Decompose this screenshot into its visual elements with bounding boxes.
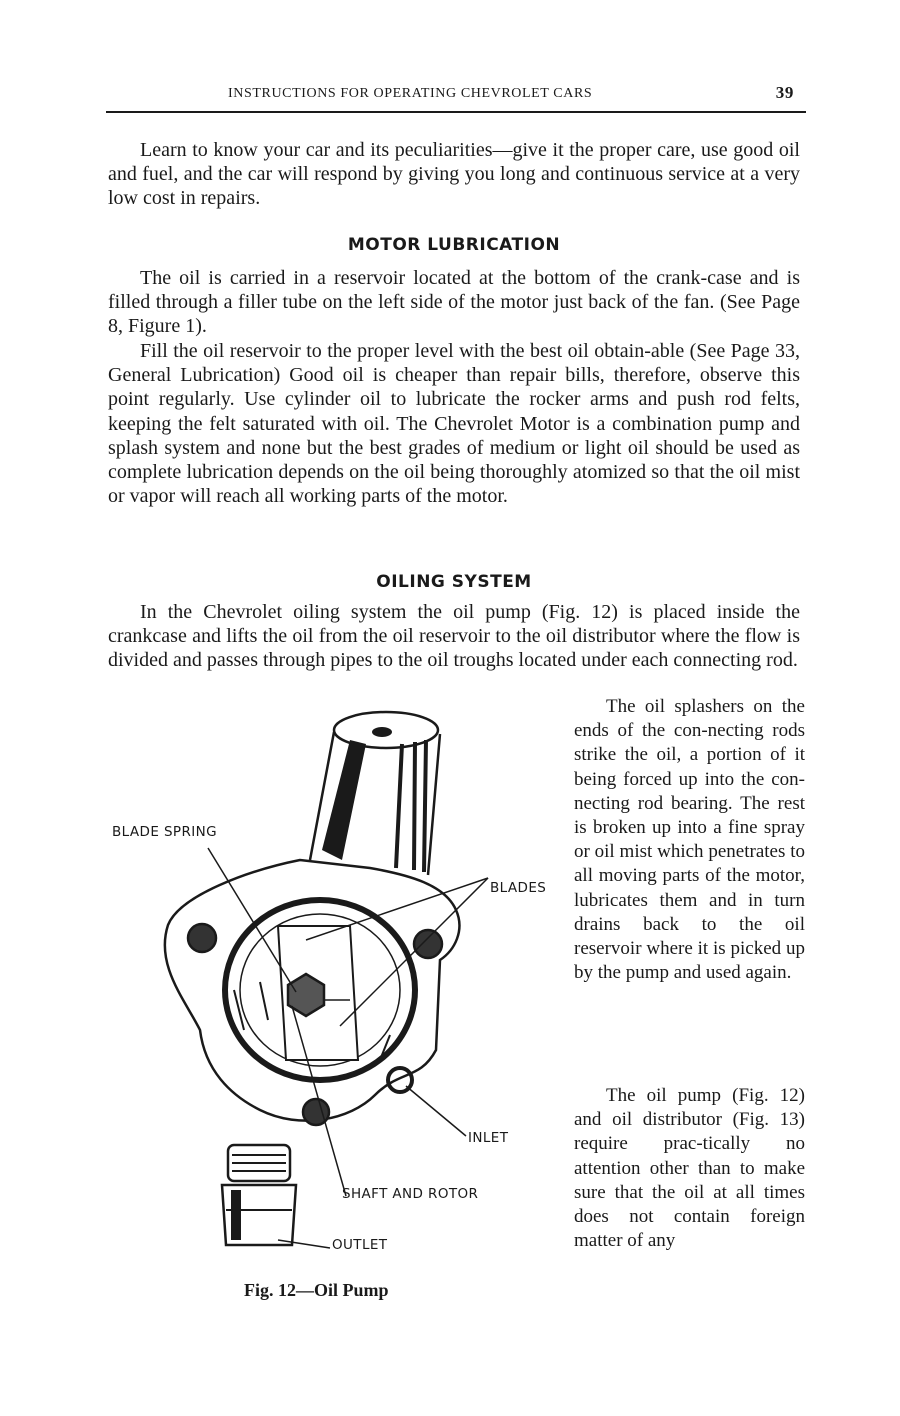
- label-blade-spring: BLADE SPRING: [112, 824, 217, 840]
- figure-caption: Fig. 12—Oil Pump: [244, 1280, 389, 1300]
- oiling-system-paragraph-2: The oil splashers on the ends of the con-necting rods strike the oil, a portion of it being forced up into the con-necting rod bearing. The rest is broken up into a fine spray or oil mist which penetrates to all moving parts of the motor, lubricates them and in turn drains back to the oil reservoir where it is picked up by the pump and used again.: [574, 696, 805, 984]
- motor-lubrication-paragraph-1: The oil is carried in a reservoir located at the bottom of the crank-case and is filled through a filler tube on the left side of the motor just back of the fan. (See Page 8, Figure 1).: [108, 267, 800, 338]
- label-outlet: OUTLET: [332, 1237, 388, 1253]
- oil-pump-illustration: [110, 700, 565, 1280]
- page-number: 39: [775, 83, 794, 102]
- running-title: INSTRUCTIONS FOR OPERATING CHEVROLET CARS: [228, 86, 593, 101]
- section-heading-oiling-system: OILING SYSTEM: [376, 572, 532, 592]
- oiling-system-paragraph-3: The oil pump (Fig. 12) and oil distributor (Fig. 13) require prac-tically no attention other than to make sure that the oil at all times does not contain foreign matter of any: [574, 1085, 805, 1252]
- oiling-system-paragraph-1: In the Chevrolet oiling system the oil pump (Fig. 12) is placed inside the crankcase and lifts the oil from the oil reservoir to the oil distributor where the flow is divided and passes through pipes to the oil troughs located under each connecting rod.: [108, 601, 800, 672]
- header-rule: [106, 111, 806, 113]
- section-heading-motor-lubrication: MOTOR LUBRICATION: [347, 235, 561, 255]
- intro-paragraph: Learn to know your car and its peculiarities—give it the proper care, use good oil and fuel, and the car will respond by giving you long and continuous service at a very low cost in repairs.: [108, 139, 800, 210]
- oil-pump-figure: [110, 700, 565, 1310]
- motor-lubrication-paragraph-2: Fill the oil reservoir to the proper level with the best oil obtain-able (See Page 33, General Lubrication) Good oil is cheaper than repair bills, therefore, observe this point regularly. Use cylinder oil to lubricate the rocker arms and push rod felts, keeping the felt saturated with oil. The Chevrolet Motor is a combination pump and splash system and none but the best grades of medium or light oil should be used as complete lubrication depends on the oil being thoroughly atomized so that the oil mist or vapor will reach all working parts of the motor.: [108, 340, 800, 508]
- label-shaft-and-rotor: SHAFT AND ROTOR: [342, 1186, 479, 1202]
- label-blades: BLADES: [490, 880, 547, 896]
- label-inlet: INLET: [468, 1130, 509, 1146]
